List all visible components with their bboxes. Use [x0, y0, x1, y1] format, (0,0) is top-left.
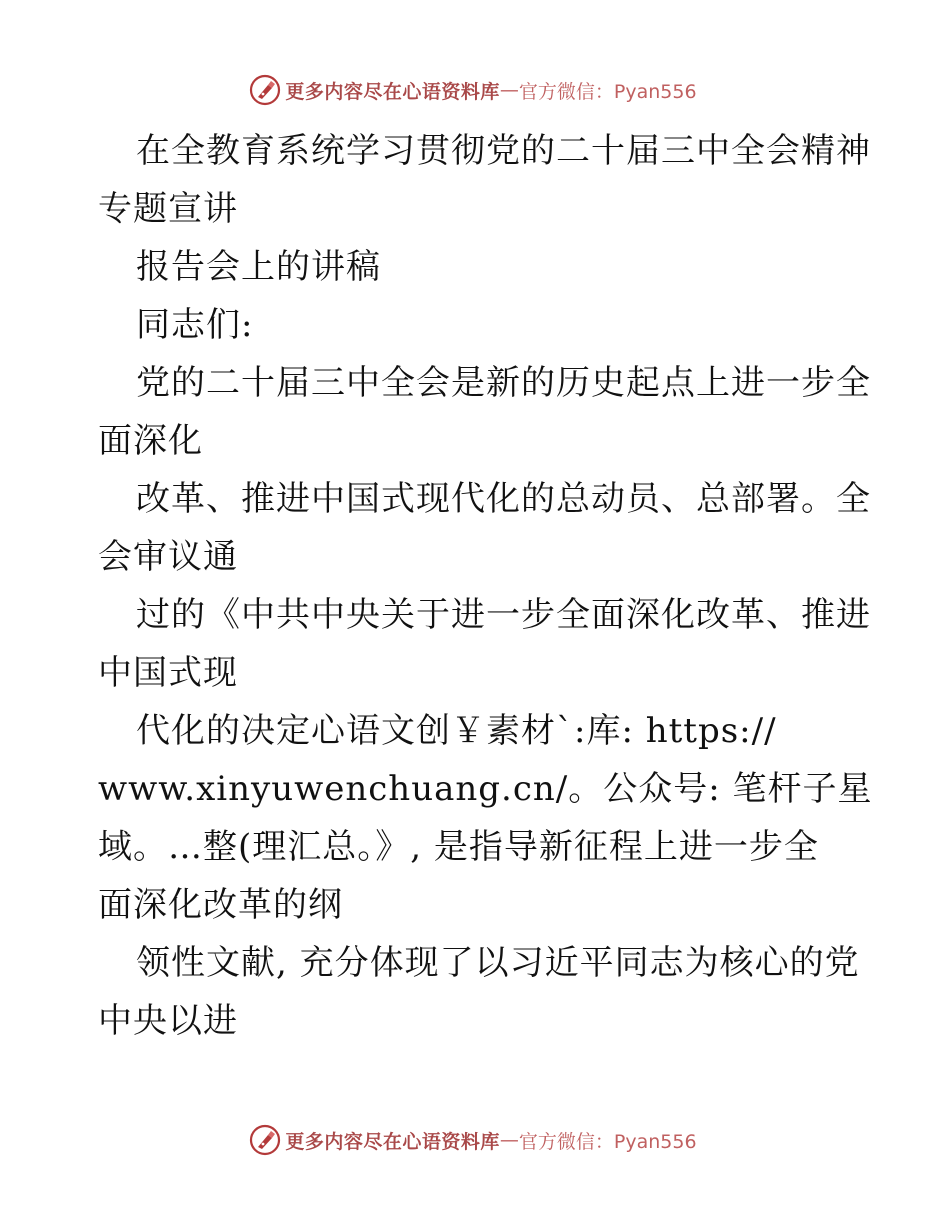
body-text-line: 过的《中共中央关于进一步全面深化改革、推进	[136, 595, 871, 635]
body-text-line: 专题宣讲	[98, 189, 238, 229]
body-text-line: 报告会上的讲稿	[136, 247, 381, 287]
watermark-main-text: 更多内容尽在心语资料库	[285, 1130, 500, 1153]
body-text-line: 在全教育系统学习贯彻党的二十届三中全会精神	[136, 131, 871, 171]
body-text-line: 中国式现	[98, 653, 238, 693]
body-text-line: 改革、推进中国式现代化的总动员、总部署。全	[136, 479, 871, 519]
pen-nib-logo-icon	[249, 74, 281, 106]
body-text-line: 面深化	[98, 421, 203, 461]
footer-watermark	[0, 1120, 950, 1160]
body-text-line: 领性文献, 充分体现了以习近平同志为核心的党	[136, 943, 860, 983]
body-text-line: 党的二十届三中全会是新的历史起点上进一步全	[136, 363, 871, 403]
body-text-line: 面深化改革的纲	[98, 885, 343, 925]
document-body	[98, 122, 873, 1050]
watermark-dash: —	[499, 79, 519, 101]
watermark-dash: —	[499, 1129, 519, 1151]
watermark-sub-text: 官方微信：Pyan556	[518, 80, 697, 103]
watermark-sub-text: 官方微信：Pyan556	[518, 1130, 697, 1153]
body-text-line: 中央以进	[98, 1001, 238, 1041]
header-watermark	[0, 70, 950, 110]
body-text-line: 会审议通	[98, 537, 238, 577]
pen-nib-logo-icon	[249, 1124, 281, 1156]
watermark-main-text: 更多内容尽在心语资料库	[285, 80, 500, 103]
body-text-line: 同志们:	[136, 305, 254, 345]
body-text-line: www.xinyuwenchuang.cn/。公众号: 笔杆子星	[98, 769, 873, 809]
body-text-line: 域。…整(理汇总。》, 是指导新征程上进一步全	[98, 827, 819, 867]
body-text-line: 代化的决定心语文创￥素材`:库: https://	[136, 711, 777, 751]
